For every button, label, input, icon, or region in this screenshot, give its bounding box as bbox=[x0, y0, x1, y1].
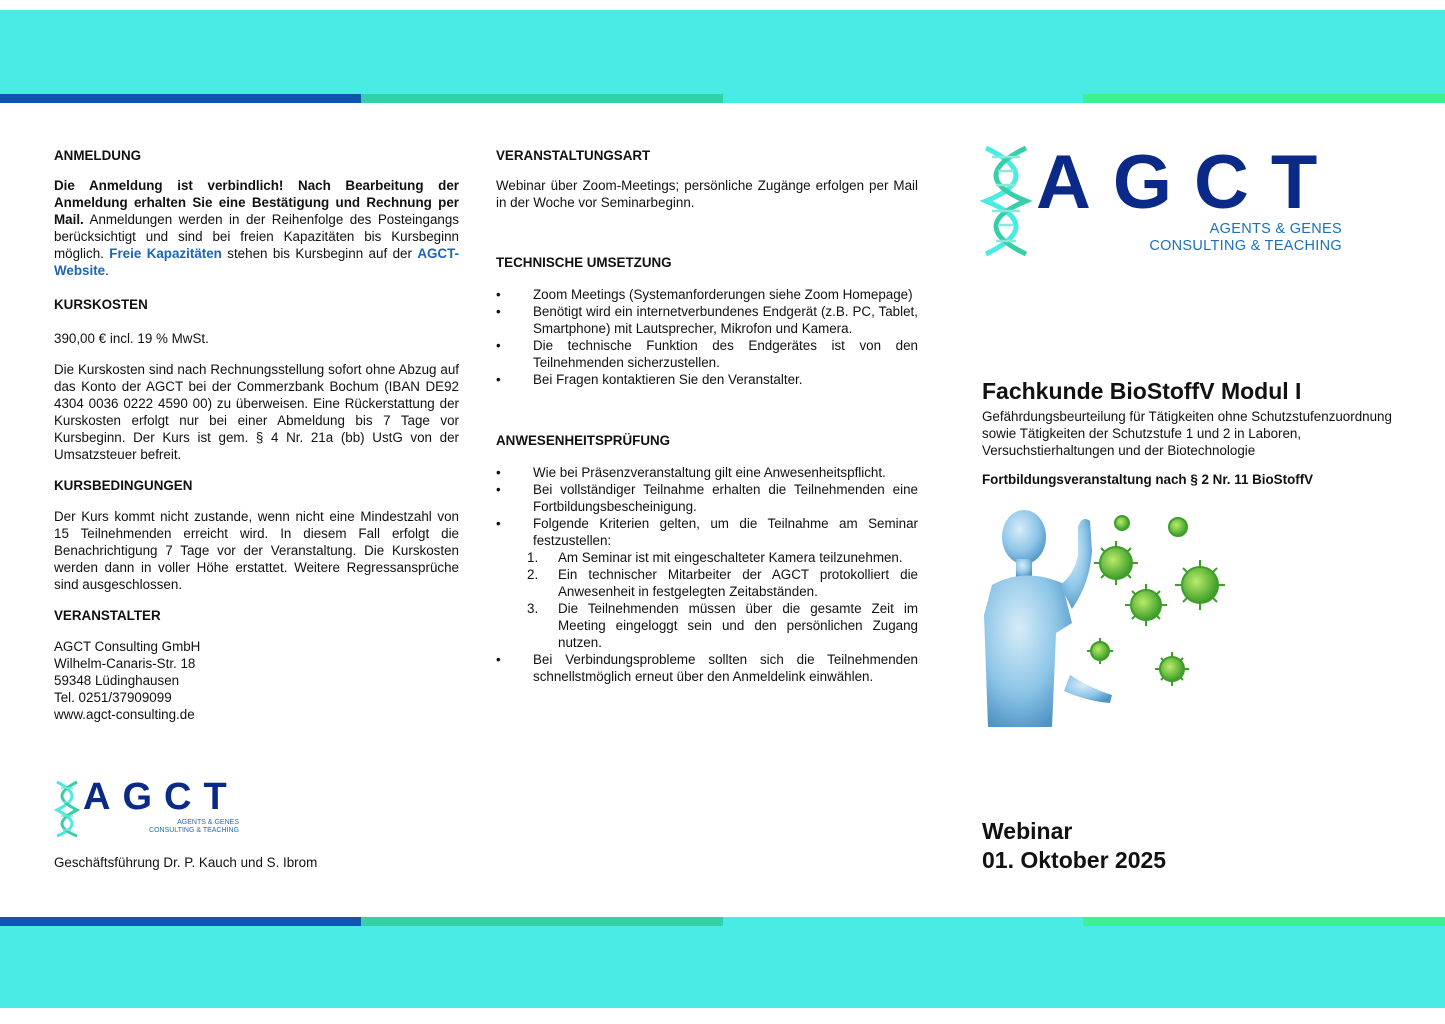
list-number: 3. bbox=[527, 601, 539, 616]
list-item: • Benötigt wird ein internetverbundenes Endgerät (z.B. PC, Tablet, Smartphone) mit Lautsprecher, Mikrofon und Kamera. bbox=[496, 303, 918, 337]
list-item: • Die technische Funktion des Endgerätes ist von den Teilnehmenden sicherzustellen. bbox=[496, 337, 918, 371]
logo-letters: AGCT bbox=[83, 776, 239, 818]
top-color-band bbox=[0, 10, 1445, 94]
list-item bbox=[496, 600, 918, 651]
human-figure bbox=[984, 510, 1112, 727]
veranstalter-heading: VERANSTALTER bbox=[54, 608, 161, 623]
anmeldung-text bbox=[54, 177, 459, 279]
address-line: 59348 Lüdinghausen bbox=[54, 673, 180, 688]
agct-logo-large bbox=[980, 140, 1350, 260]
list-number: 2. bbox=[527, 567, 539, 582]
dna-helix-icon bbox=[53, 780, 81, 838]
website-address[interactable]: www.agct-consulting.de bbox=[54, 707, 195, 722]
list-item: • Folgende Kriterien gelten, um die Teilnahme am Seminar festzustellen: bbox=[496, 515, 918, 549]
anmeldung-bold-intro: Die Anmeldung ist verbindlich! Nach Bearbeitung der Anmeldung erhalten Sie eine Bestätigung und Rechnung per Mail. bbox=[54, 178, 459, 227]
agct-logo-small bbox=[53, 776, 253, 840]
anwesenheit-list-end bbox=[496, 651, 918, 685]
bottom-color-band bbox=[0, 926, 1445, 1008]
logo-subtitle bbox=[143, 819, 239, 835]
list-text: Am Seminar ist mit eingeschalteter Kamera teilzunehmen. bbox=[558, 550, 903, 565]
course-title: Fachkunde BioStoffV Modul I bbox=[982, 378, 1302, 404]
list-text: Ein technischer Mitarbeiter der AGCT protokolliert die Anwesenheit in festgelegten Zeitabständen. bbox=[558, 567, 918, 599]
logo-subtitle bbox=[1149, 221, 1342, 255]
middle-column bbox=[496, 147, 918, 685]
logo-line1: AGENTS & GENES bbox=[177, 819, 239, 826]
kursbedingungen-text: Der Kurs kommt nicht zustande, wenn nicht eine Mindestzahl von 15 Teilnehmenden erreicht wird. In diesem Fall erfolgt die Benachrichtigung 7 Tage vor der Veranstaltung. Die Kurskosten werden dann in voller Höhe erstattet. Weitere Regressansprüche sind ausgeschlossen. bbox=[54, 509, 459, 592]
geschaeftsfuehrung: Geschäftsführung Dr. P. Kauch und S. Ibrom bbox=[54, 855, 318, 870]
course-date: 01. Oktober 2025 bbox=[982, 847, 1167, 873]
address-line: Wilhelm-Canaris-Str. 18 bbox=[54, 656, 196, 671]
kurskosten-heading: KURSKOSTEN bbox=[54, 297, 148, 312]
criteria-list bbox=[496, 549, 918, 651]
anwesenheit-heading: ANWESENHEITSPRÜFUNG bbox=[496, 433, 671, 448]
list-text: Die Teilnehmenden müssen über die gesamte Zeit im Meeting eingeloggt sein und den persönlichen Zugang nutzen. bbox=[558, 601, 918, 650]
kurskosten-text: Die Kurskosten sind nach Rechnungsstellung sofort ohne Abzug auf das Konto der AGCT bei der Commerzbank Bochum (IBAN DE92 4304 0036 0222 4590 00) zu überweisen. Eine Rückerstattung der Kurskosten erfolgt nur bei einer Abmeldung bis 7 Tage vor Kursbeginn. Der Kurs ist gem. § 4 Nr. 21a (bb) UstG von der Umsatzsteuer befreit. bbox=[54, 362, 459, 462]
logo-line2: CONSULTING & TEACHING bbox=[1149, 238, 1342, 254]
address-line: AGCT Consulting GmbH bbox=[54, 639, 201, 654]
technik-list bbox=[496, 286, 918, 388]
course-format: Webinar bbox=[982, 818, 1073, 844]
kursbedingungen-heading: KURSBEDINGUNGEN bbox=[54, 478, 193, 493]
website-link[interactable]: AGCT-Website bbox=[54, 246, 459, 278]
left-column bbox=[54, 147, 459, 723]
veranstaltungsart-text: Webinar über Zoom-Meetings; persönliche Zugänge erfolgen per Mail in der Woche vor Seminarbeginn. bbox=[496, 178, 918, 210]
list-item bbox=[496, 566, 918, 600]
list-item: • Bei Fragen kontaktieren Sie den Veranstalter. bbox=[496, 371, 918, 388]
anwesenheit-list bbox=[496, 464, 918, 549]
list-item bbox=[496, 549, 918, 566]
top-stripe bbox=[0, 94, 1445, 103]
anmeldung-text-part3: . bbox=[105, 263, 109, 278]
technik-heading: TECHNISCHE UMSETZUNG bbox=[496, 255, 672, 270]
logo-line2: CONSULTING & TEACHING bbox=[149, 827, 239, 834]
webinar-date-block bbox=[982, 817, 1166, 875]
bottom-stripe bbox=[0, 917, 1445, 926]
anmeldung-heading: ANMELDUNG bbox=[54, 148, 142, 163]
list-item: • Bei Verbindungsprobleme sollten sich die Teilnehmenden schnellstmöglich erneut über den Anmeldelink einwählen. bbox=[496, 651, 918, 685]
anmeldung-text-part1: Anmeldungen werden in der Reihenfolge des Posteingangs berücksichtigt und sind bei freien Kapazitäten bis Kursbeginn möglich. bbox=[54, 212, 459, 261]
veranstaltungsart-heading: VERANSTALTUNGSART bbox=[496, 148, 651, 163]
address-line: Tel. 0251/37909099 bbox=[54, 690, 172, 705]
logo-letters: AGCT bbox=[1036, 140, 1340, 225]
veranstalter-address bbox=[54, 638, 459, 723]
list-number: 1. bbox=[527, 550, 539, 565]
kurskosten-price: 390,00 € incl. 19 % MwSt. bbox=[54, 331, 209, 346]
list-item: • Zoom Meetings (Systemanforderungen siehe Zoom Homepage) bbox=[496, 286, 918, 303]
virus-icons bbox=[1087, 516, 1225, 686]
course-subtitle: Gefährdungsbeurteilung für Tätigkeiten ohne Schutzstufenzuordnung sowie Tätigkeiten der Schutzstufe 1 und 2 in Laboren, Versuchstierhaltungen und der Biotechnologie bbox=[982, 409, 1392, 458]
human-virus-illustration bbox=[982, 505, 1232, 727]
list-item: • Bei vollständiger Teilnahme erhalten die Teilnehmenden eine Fortbildungsbescheinigung. bbox=[496, 481, 918, 515]
dna-helix-icon bbox=[980, 145, 1032, 257]
course-fortbildung: Fortbildungsveranstaltung nach § 2 Nr. 11 BioStoffV bbox=[982, 472, 1314, 487]
anmeldung-text-part2: stehen bis Kursbeginn auf der bbox=[221, 246, 418, 261]
logo-line1: AGENTS & GENES bbox=[1209, 221, 1342, 237]
capacity-link[interactable]: Freie Kapazitäten bbox=[109, 246, 222, 261]
list-item: • Wie bei Präsenzveranstaltung gilt eine Anwesenheitspflicht. bbox=[496, 464, 918, 481]
